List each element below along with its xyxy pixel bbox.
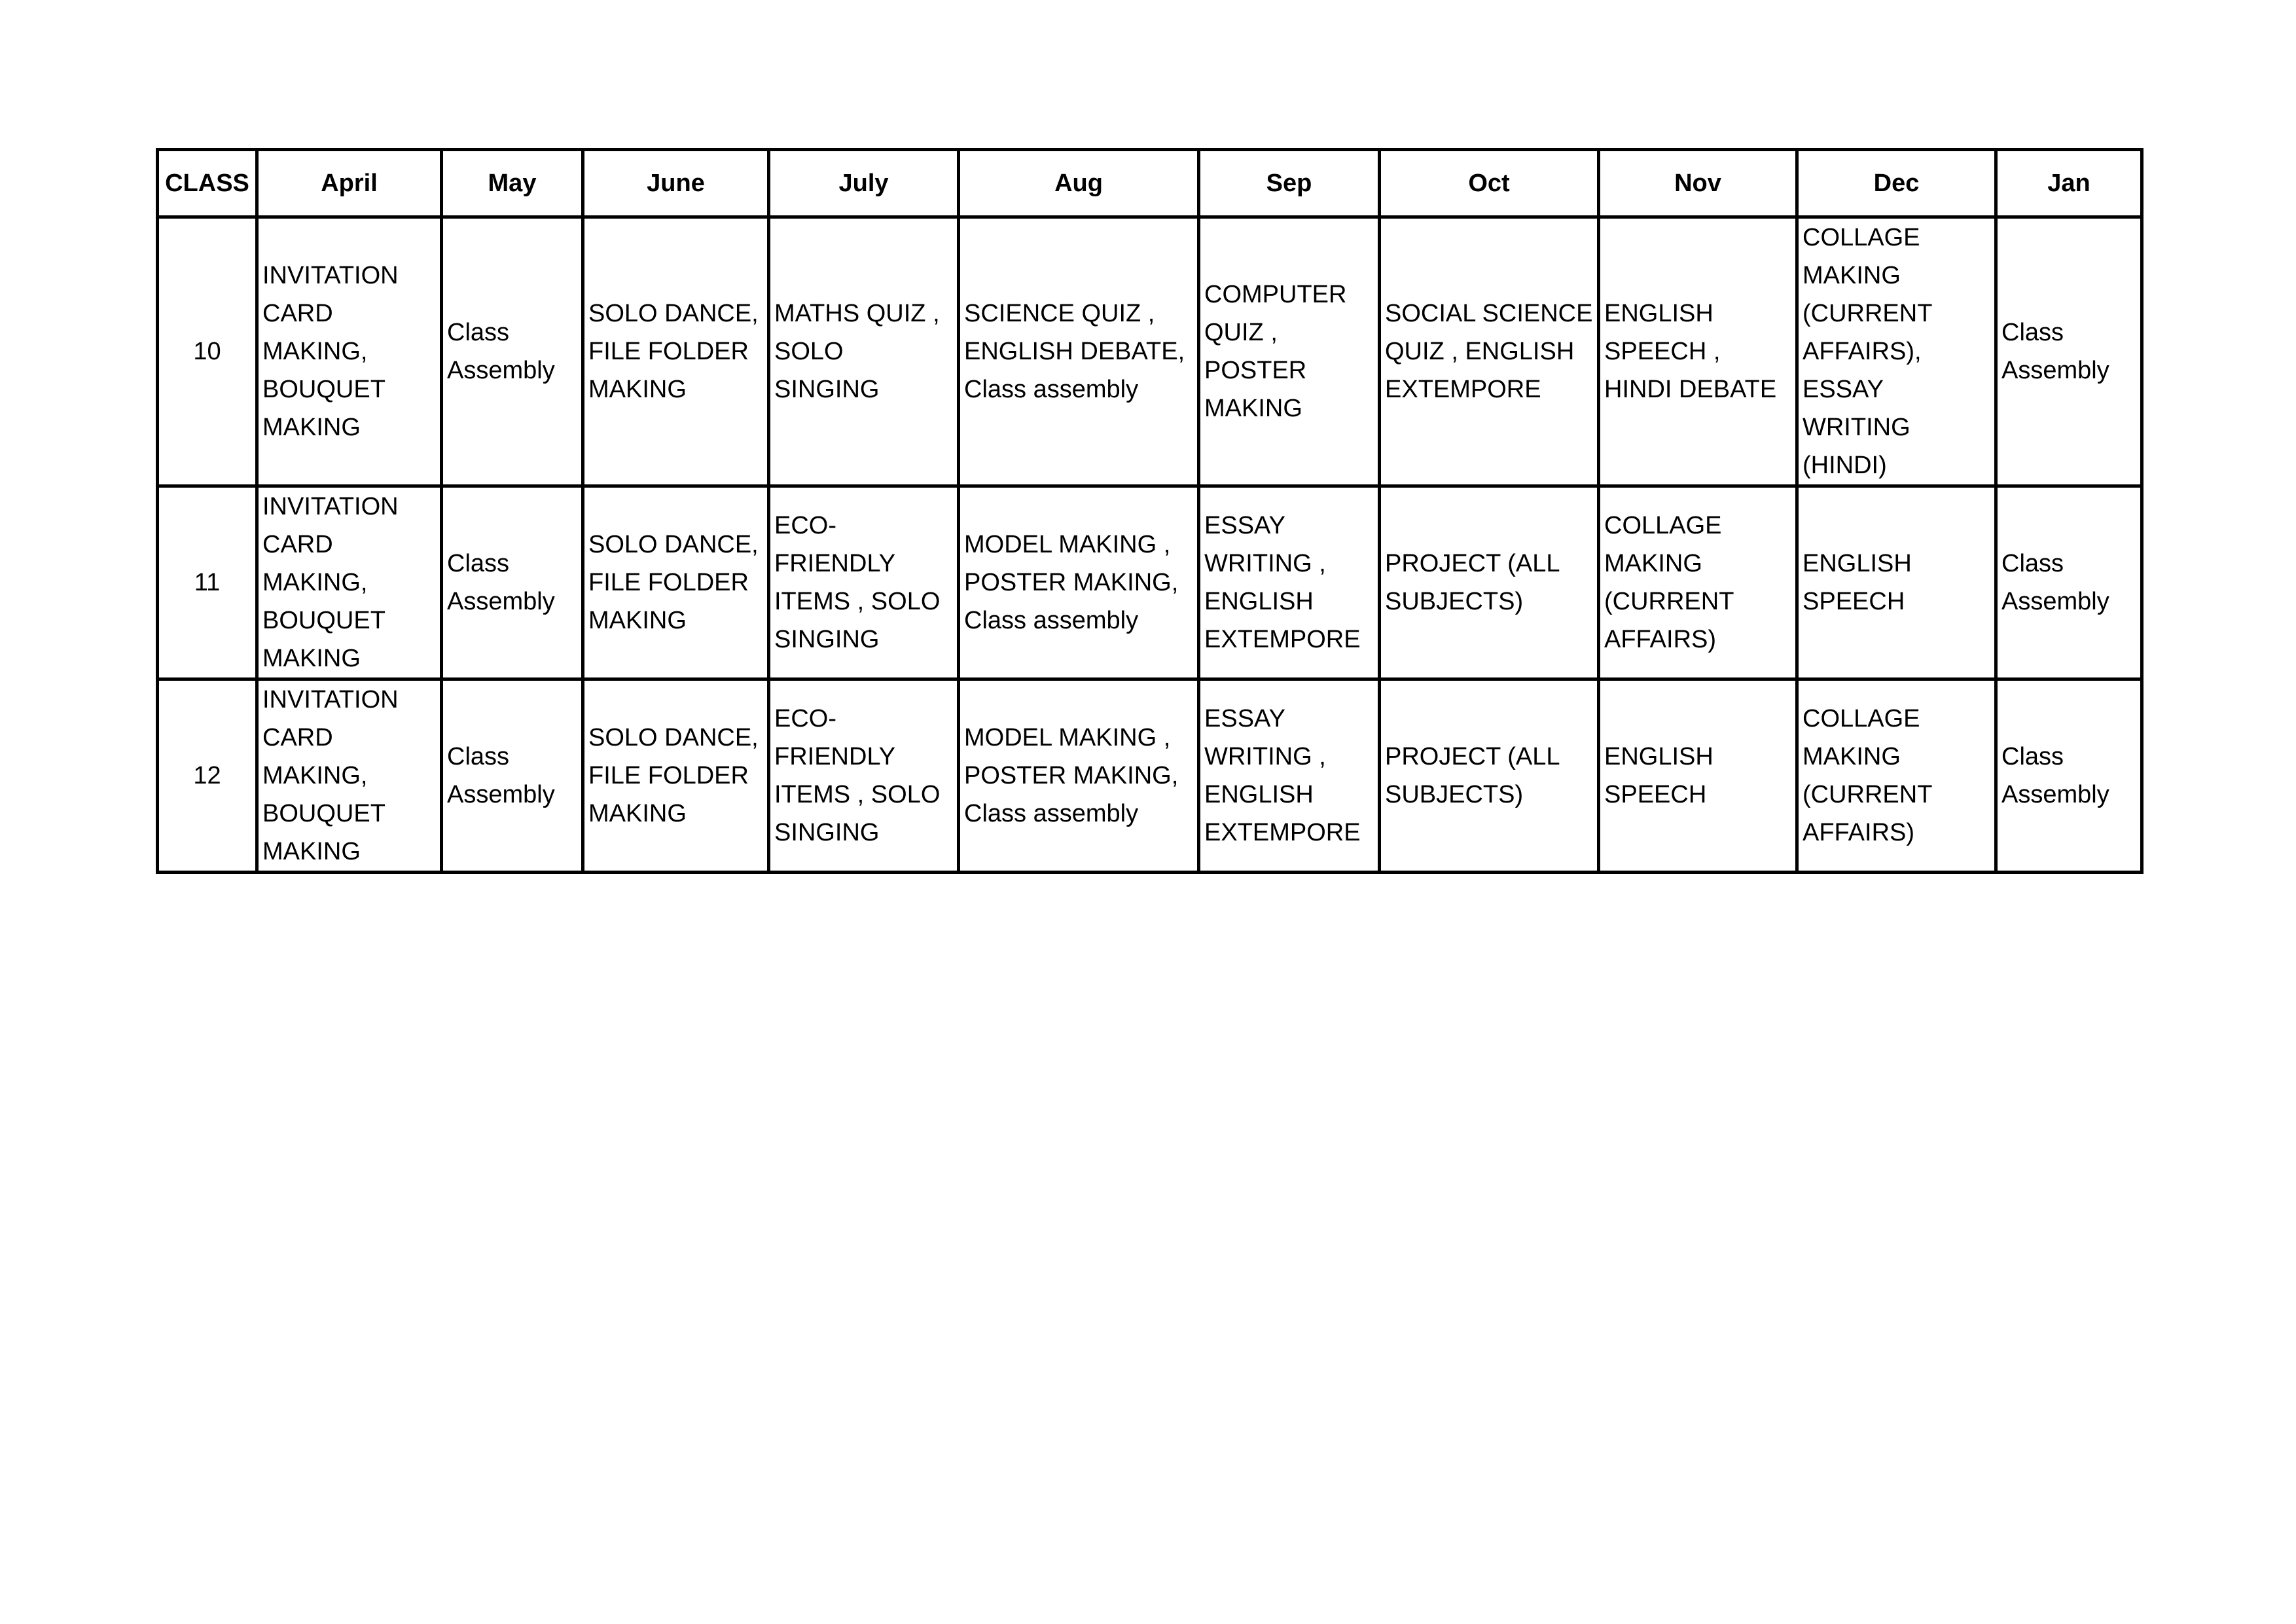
activity-cell-jan: Class Assembly <box>1996 486 2142 679</box>
table-row <box>158 217 2142 486</box>
header-may: May <box>442 150 583 217</box>
activity-cell-june: SOLO DANCE, FILE FOLDER MAKING <box>583 217 769 486</box>
activity-cell-may: Class Assembly <box>442 486 583 679</box>
class-cell: 12 <box>158 679 257 873</box>
activity-cell-june: SOLO DANCE, FILE FOLDER MAKING <box>583 679 769 873</box>
header-row <box>158 150 2142 217</box>
activity-schedule-table <box>156 148 2144 874</box>
activity-cell-june: SOLO DANCE, FILE FOLDER MAKING <box>583 486 769 679</box>
activity-cell-dec: ENGLISH SPEECH <box>1797 486 1996 679</box>
header-april: April <box>257 150 442 217</box>
activity-cell-jan: Class Assembly <box>1996 679 2142 873</box>
activity-cell-may: Class Assembly <box>442 679 583 873</box>
header-dec: Dec <box>1797 150 1996 217</box>
activity-cell-sep: ESSAY WRITING , ENGLISH EXTEMPORE <box>1199 486 1380 679</box>
header-class: CLASS <box>158 150 257 217</box>
header-nov: Nov <box>1599 150 1797 217</box>
activity-cell-nov: ENGLISH SPEECH , HINDI DEBATE <box>1599 217 1797 486</box>
activity-cell-oct: SOCIAL SCIENCE QUIZ , ENGLISH EXTEMPORE <box>1380 217 1599 486</box>
activity-cell-dec: COLLAGE MAKING (CURRENT AFFAIRS) <box>1797 679 1996 873</box>
table-row <box>158 679 2142 873</box>
header-june: June <box>583 150 769 217</box>
header-jan: Jan <box>1996 150 2142 217</box>
activity-cell-nov: COLLAGE MAKING (CURRENT AFFAIRS) <box>1599 486 1797 679</box>
activity-cell-jan: Class Assembly <box>1996 217 2142 486</box>
activity-cell-sep: ESSAY WRITING , ENGLISH EXTEMPORE <box>1199 679 1380 873</box>
activity-cell-april: INVITATION CARD MAKING, BOUQUET MAKING <box>257 486 442 679</box>
header-july: July <box>769 150 959 217</box>
activity-cell-july: ECO-FRIENDLY ITEMS , SOLO SINGING <box>769 679 959 873</box>
header-sep: Sep <box>1199 150 1380 217</box>
activity-cell-july: MATHS QUIZ , SOLO SINGING <box>769 217 959 486</box>
activity-cell-july: ECO-FRIENDLY ITEMS , SOLO SINGING <box>769 486 959 679</box>
class-cell: 11 <box>158 486 257 679</box>
activity-cell-april: INVITATION CARD MAKING, BOUQUET MAKING <box>257 217 442 486</box>
activity-cell-may: Class Assembly <box>442 217 583 486</box>
activity-cell-aug: MODEL MAKING , POSTER MAKING, Class assembly <box>959 679 1199 873</box>
activity-cell-april: INVITATION CARD MAKING, BOUQUET MAKING <box>257 679 442 873</box>
activity-cell-oct: PROJECT (ALL SUBJECTS) <box>1380 679 1599 873</box>
header-aug: Aug <box>959 150 1199 217</box>
activity-cell-aug: SCIENCE QUIZ , ENGLISH DEBATE, Class assembly <box>959 217 1199 486</box>
activity-cell-dec: COLLAGE MAKING (CURRENT AFFAIRS), ESSAY WRITING (HINDI) <box>1797 217 1996 486</box>
activity-cell-aug: MODEL MAKING , POSTER MAKING, Class assembly <box>959 486 1199 679</box>
activity-cell-nov: ENGLISH SPEECH <box>1599 679 1797 873</box>
activity-cell-oct: PROJECT (ALL SUBJECTS) <box>1380 486 1599 679</box>
table-row <box>158 486 2142 679</box>
activity-cell-sep: COMPUTER QUIZ , POSTER MAKING <box>1199 217 1380 486</box>
header-oct: Oct <box>1380 150 1599 217</box>
class-cell: 10 <box>158 217 257 486</box>
